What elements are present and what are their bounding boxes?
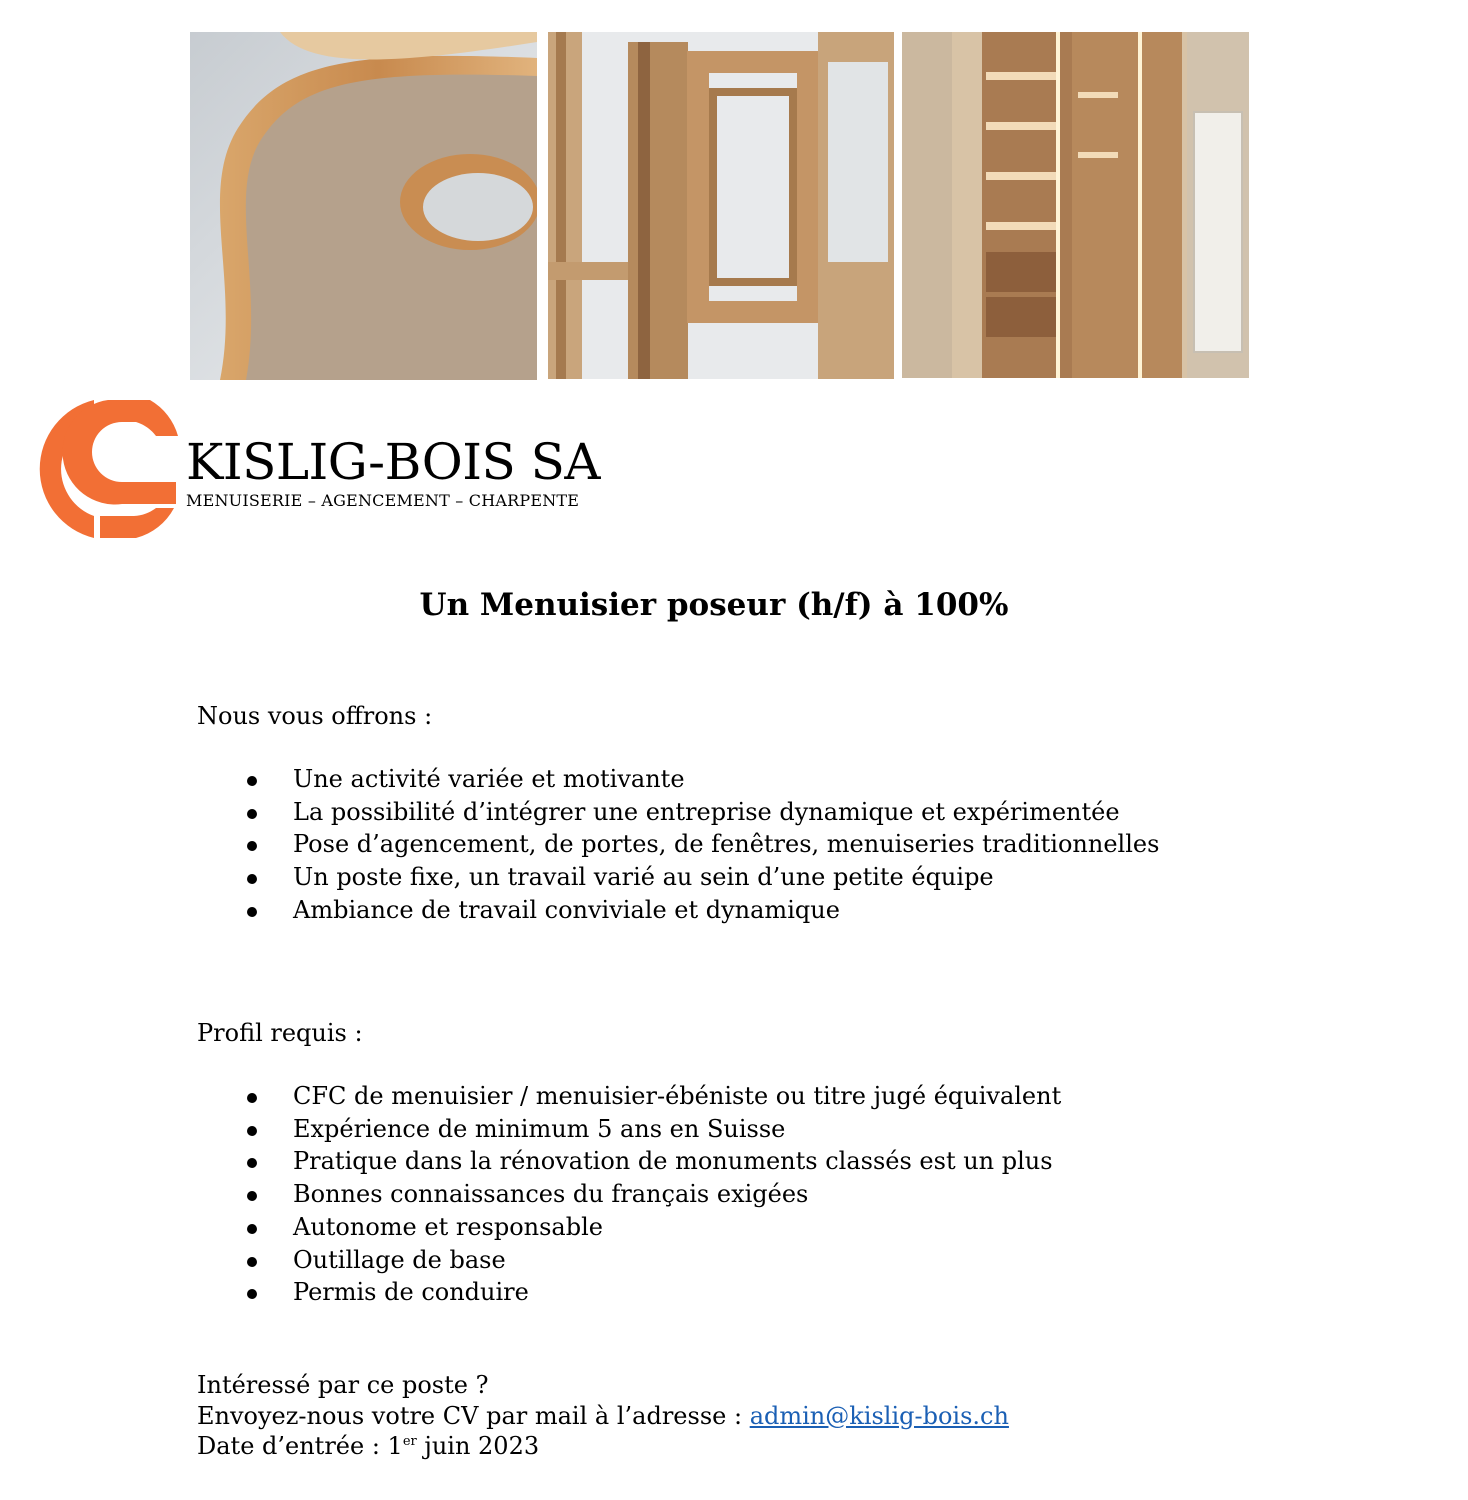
- bullet-icon: [247, 907, 257, 917]
- bent-wood-edge-photo: [190, 32, 537, 380]
- list-item: Outillage de base: [0, 1244, 1061, 1277]
- contact-question: Intéressé par ce poste ?: [197, 1371, 489, 1399]
- list-item: Pratique dans la rénovation de monuments classés est un plus: [0, 1145, 1061, 1178]
- bullet-icon: [247, 1158, 257, 1168]
- list-item: La possibilité d’intégrer une entreprise dynamique et expérimentée: [0, 796, 1159, 829]
- list-item: Autonome et responsable: [0, 1211, 1061, 1244]
- company-name: KISLIG-BOIS SA: [186, 433, 600, 491]
- list-item: Un poste fixe, un travail varié au sein d’une petite équipe: [0, 861, 1159, 894]
- bullet-icon: [247, 874, 257, 884]
- company-logo-icon: [36, 396, 186, 542]
- company-tagline: MENUISERIE – AGENCEMENT – CHARPENTE: [186, 491, 580, 510]
- send-cv-text: Envoyez-nous votre CV par mail à l’adresse :: [197, 1401, 750, 1430]
- bullet-icon: [247, 1191, 257, 1201]
- bullet-icon: [247, 841, 257, 851]
- list-item: CFC de menuisier / menuisier-ébéniste ou titre jugé équivalent: [0, 1080, 1061, 1113]
- profile-heading: Profil requis :: [197, 1019, 363, 1047]
- contact-send-cv-line: [197, 1401, 1009, 1432]
- list-item: Permis de conduire: [0, 1276, 1061, 1309]
- bullet-icon: [247, 1093, 257, 1103]
- email-link[interactable]: admin@kislig-bois.ch: [749, 1401, 1009, 1430]
- start-date-line: Date d’entrée : 1er juin 2023: [197, 1432, 540, 1460]
- offer-heading: Nous vous offrons :: [197, 702, 433, 730]
- window-frames-photo: [548, 32, 894, 379]
- walk-in-wardrobe-photo: [902, 32, 1249, 378]
- bullet-icon: [247, 1224, 257, 1234]
- bullet-icon: [247, 1257, 257, 1267]
- list-item: Pose d’agencement, de portes, de fenêtres, menuiseries traditionnelles: [0, 828, 1159, 861]
- list-item: Une activité variée et motivante: [0, 763, 1159, 796]
- list-item: Bonnes connaissances du français exigées: [0, 1178, 1061, 1211]
- list-item: Expérience de minimum 5 ans en Suisse: [0, 1113, 1061, 1146]
- list-item: Ambiance de travail conviviale et dynamique: [0, 894, 1159, 927]
- bullet-icon: [247, 1126, 257, 1136]
- bullet-icon: [247, 776, 257, 786]
- bullet-icon: [247, 809, 257, 819]
- offer-list: [0, 763, 1159, 927]
- profile-list: [0, 1080, 1061, 1309]
- job-title: Un Menuisier poseur (h/f) à 100%: [419, 587, 1009, 623]
- bullet-icon: [247, 1289, 257, 1299]
- contact-block: [197, 1370, 1009, 1462]
